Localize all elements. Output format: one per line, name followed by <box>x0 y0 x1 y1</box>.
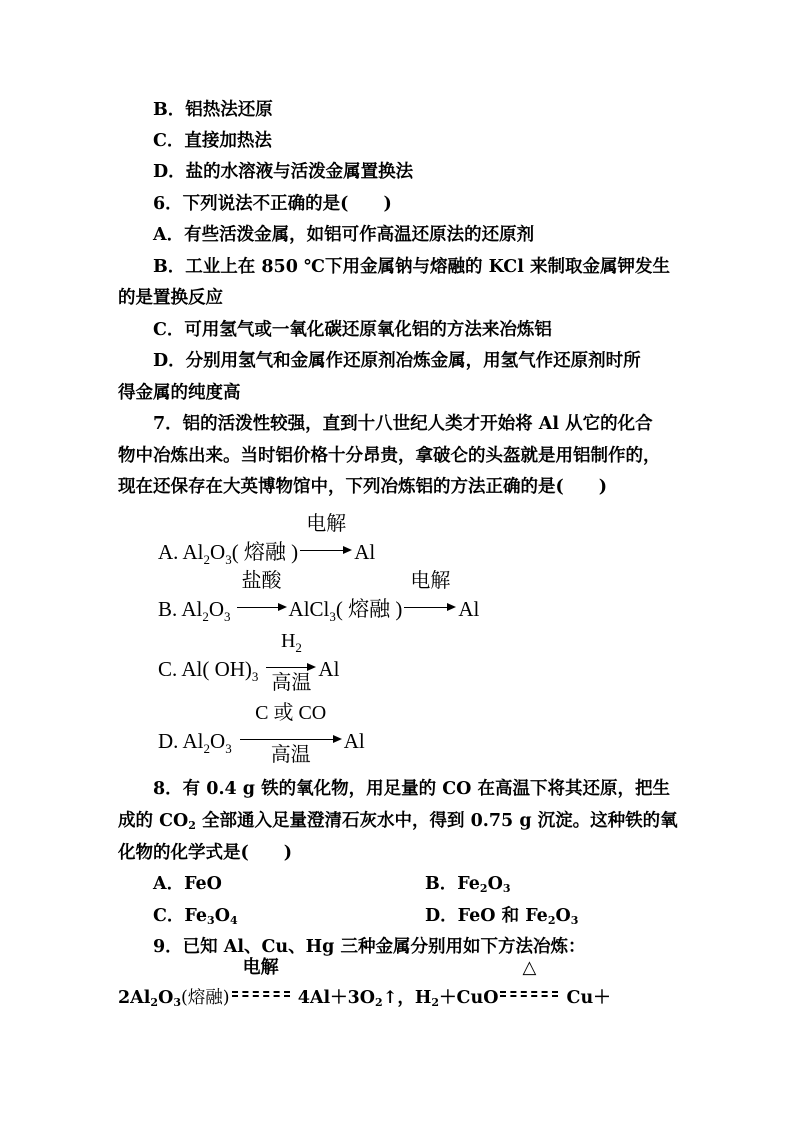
q8-line2-sub: 2 <box>188 819 196 832</box>
q7b-intermediate: AlCl <box>288 597 330 621</box>
q8c-s1: 3 <box>207 914 215 927</box>
q8-line3: 化物的化学式是( ) <box>118 843 293 863</box>
q7d-sub2: 3 <box>225 741 232 756</box>
q7b-formula: B. Al <box>158 597 203 621</box>
arrow-condition-bottom: 高温 <box>271 672 312 694</box>
q7-line3: 现在还保存在大英博物馆中，下列冶炼铝的方法正确的是( ) <box>118 477 608 497</box>
q7a-o: O <box>210 540 226 564</box>
eq1-a: 2Al <box>118 988 151 1008</box>
eq2-product: Cu＋ <box>560 988 611 1008</box>
q8c-s2: 4 <box>229 914 238 927</box>
q8-option-a: A．FeO <box>153 874 222 894</box>
q6-option-b-line2: 的是置换反应 <box>118 288 223 308</box>
q7b-state: ( 熔融 ) <box>335 597 403 621</box>
q8-line1: 8．有 0.4 g 铁的氧化物，用足量的 CO 在高温下将其还原，把生 <box>153 779 670 799</box>
eq1-s1: 2 <box>150 996 159 1009</box>
eq2-condition: △ <box>522 957 537 978</box>
q7-option-d <box>158 702 365 766</box>
eq1-o: O <box>158 988 174 1008</box>
q7-line2: 物中冶炼出来。当时铝价格十分昂贵，拿破仑的头盔就是用铝制作的， <box>118 446 661 466</box>
arrow-condition-top <box>266 628 316 654</box>
q8-option-b <box>425 873 510 895</box>
q9-equations <box>118 957 611 1009</box>
q8d-pre: D．FeO 和 Fe <box>425 906 548 926</box>
q7-line1: 7．铝的活泼性较强，直到十八世纪人类才开始将 Al 从它的化合 <box>153 414 653 434</box>
q7a-sub1: 2 <box>203 552 211 567</box>
arrow-top-h: H <box>280 630 296 652</box>
eq2-a: ＋CuO <box>439 988 499 1008</box>
q7d-sub1: 2 <box>203 741 211 756</box>
arrow-condition-top: 电解 <box>306 513 347 535</box>
q8c-pre: C．Fe <box>153 906 208 926</box>
q7c-sub1: 3 <box>251 669 259 684</box>
q5-option-c: C．直接加热法 <box>153 131 272 151</box>
q7b-sub1: 2 <box>202 609 209 624</box>
reaction-arrow <box>266 630 316 694</box>
q5-option-b: B．铝热法还原 <box>153 100 273 120</box>
q6-option-a: A．有些活泼金属，如铝可作高温还原法的还原剂 <box>153 225 535 245</box>
arrow-condition-top: 电解 <box>410 570 451 592</box>
q7b-o: O <box>208 597 225 621</box>
q7a-state: ( 熔融 ) <box>231 540 299 564</box>
q7c-formula: C. Al( OH) <box>158 657 252 681</box>
q7c-product: Al <box>318 657 340 681</box>
q7d-o: O <box>210 729 226 753</box>
q8-line2 <box>118 810 678 832</box>
q7-option-a <box>158 513 376 567</box>
q8-option-d <box>425 905 578 927</box>
q8c-o: O <box>214 906 230 926</box>
q7b-product: Al <box>458 597 480 621</box>
q8b-s1: 2 <box>479 882 488 895</box>
eq1-s2: 3 <box>173 996 181 1009</box>
arrow-condition-bottom: 高温 <box>270 744 311 766</box>
q7-option-b <box>158 570 480 624</box>
q8d-o: O <box>555 906 571 926</box>
q7d-formula: D. Al <box>158 729 204 753</box>
q8d-s2: 3 <box>570 914 579 927</box>
eq1-product-a: 4Al＋3O <box>291 988 376 1008</box>
q8b-pre: B．Fe <box>425 874 480 894</box>
q8-line2-a: 成的 CO <box>118 811 189 831</box>
q7-option-c <box>158 630 340 694</box>
eq1-condition: 电解 <box>242 957 279 978</box>
eq1-product-b: ↑，H <box>382 988 432 1008</box>
q8b-o: O <box>487 874 503 894</box>
reaction-equals-sign <box>498 957 560 1003</box>
arrow-condition-top: C 或 CO <box>255 702 327 724</box>
reaction-arrow <box>300 513 352 559</box>
q6-option-d-line2: 得金属的纯度高 <box>118 383 241 403</box>
eq2-sub: 2 <box>431 996 440 1009</box>
q8d-s1: 2 <box>547 914 556 927</box>
q6-option-c: C．可用氢气或一氧化碳还原氧化铝的方法来冶炼铝 <box>153 320 552 340</box>
q9-line1: 9．已知 Al、Cu、Hg 三种金属分别用如下方法冶炼： <box>153 937 586 957</box>
q6-option-d-line1: D．分别用氢气和金属作还原剂冶炼金属，用氢气作还原剂时所 <box>153 351 641 371</box>
q7a-formula: A. Al <box>158 540 204 564</box>
q7a-sub2: 3 <box>225 552 232 567</box>
eq1-product-sub: 2 <box>375 996 383 1009</box>
q5-option-d: D．盐的水溶液与活泼金属置换法 <box>153 162 414 182</box>
eq1-state: (熔融) <box>180 988 230 1008</box>
q7a-product: Al <box>354 540 376 564</box>
reaction-arrow <box>240 702 342 766</box>
arrow-top-sub: 2 <box>295 640 302 655</box>
q6-stem: 6．下列说法不正确的是( ) <box>153 194 392 214</box>
reaction-arrow <box>237 570 287 616</box>
q7b-sub3: 3 <box>329 609 336 624</box>
reaction-equals-sign <box>230 957 292 1003</box>
reaction-arrow <box>404 570 456 616</box>
q8-option-c <box>153 905 238 927</box>
q8b-s2: 3 <box>502 882 511 895</box>
q7d-product: Al <box>343 729 365 753</box>
q6-option-b-line1: B．工业上在 850 ℃下用金属钠与熔融的 KCl 来制取金属钾发生 <box>153 257 670 277</box>
q7b-sub2: 3 <box>224 609 231 624</box>
q8-line2-b: 全部通入足量澄清石灰水中，得到 0.75 g 沉淀。这种铁的氧 <box>195 811 678 831</box>
arrow-condition-top: 盐酸 <box>241 570 282 592</box>
